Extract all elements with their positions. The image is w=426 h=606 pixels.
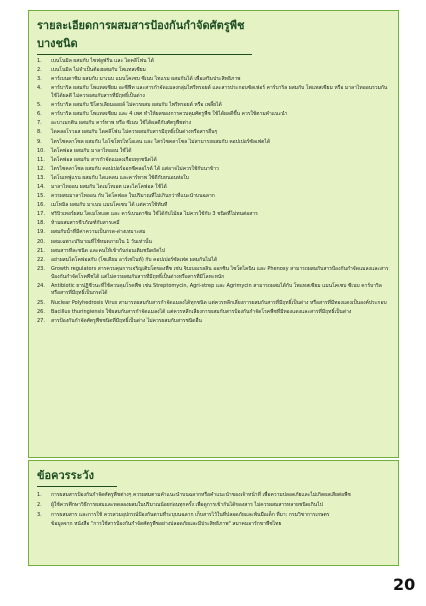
list-item-text: เมโทมิล ผสมกับ มาเนบ แมนโคเซบ ได้ แต่ควรใช้ทันที [51, 202, 168, 209]
mixing-list-item [37, 175, 390, 183]
list-item-text: อะบาเมกติน ผสมกับ คาร์ทาพ หรือ ซีเนบ ใช้ได้ผลดีกับศัตรูพืชต่าง [51, 120, 192, 127]
list-item-number: 7. [37, 120, 42, 127]
list-item-text: ไตรไซคลาโซล ผสมกับ คอปเปอร์ออกซีคลอไรด์ ได้ แต่อาจไม่ควรใช้กับนาข้าว [51, 165, 219, 172]
list-item-text: ผู้ใช้ควรศึกษาวิธีการผสมและทดลองผสมในปริมาณน้อยก่อนทุกครั้ง เพื่อดูการเข้ากันได้ของสาร ไม่ควรผสมสารหลายชนิดเกินไป [51, 501, 323, 508]
caution-list [37, 492, 390, 529]
list-item-text: Bacillus thuringiensis ใช้ผสมกับสารกำจัดแมลงได้ แต่ควรหลีกเลี่ยงการผสมกับสารป้องกันกำจัดโรคพืชที่มีทองแดงและสารที่มีฤทธิ์เป็นด่าง [51, 308, 352, 315]
mixing-list-item [37, 248, 390, 256]
mixing-list-item [37, 309, 390, 317]
list-item-text: สารป้องกันกำจัดศัตรูพืชชนิดที่มีฤทธิ์เป็นด่าง ไม่ควรผสมกับสารชนิดอื่น [51, 317, 202, 324]
list-item-number: 15. [37, 193, 45, 200]
list-item-text: ไดโนเทฟูแรน ผสมกับ ไดแคลน และคาร์ทาพ ใช้ดีกับหนอนห่อใบ [51, 174, 189, 181]
mixing-list [37, 58, 390, 325]
mixing-list-item [37, 266, 390, 282]
list-item-text: Antibiotic ยาปฏิชีวนะที่ใช้ควบคุมโรคพืช เช่น Streptomycin, Agri-strep และ Agrimycin สามารถผสมได้กับ โพแทสเซียม แมนโคเซบ ซีเนบ คาร์บาริล หรือสารที่มีฤทธิ์เป็นกรดได้ [51, 282, 382, 297]
mixing-list-item [37, 184, 390, 192]
mixing-list-item [37, 318, 390, 326]
list-item-text: คาร์เบนดาซิม ผสมกับ มาเนบ แมนโคเซบ ซีเนบ ไทแรม ผสมกันได้ เพื่อเสริมประสิทธิภาพ [51, 76, 241, 83]
list-item-text: คาร์บาริล ผสมกับ โพแทสเซียม อะซีฟีท และสารกำจัดแมลงกลุ่มไพรีทรอยด์ และสารประกอบซัลเฟอร์ คาร์บาริล ผสมกับ โพแทสเซียม หรือ มาลาไทออนรวมกันใช้ได้ผลดี ไม่ควรผสมกับสารที่มีฤทธิ์เป็นด่าง [51, 85, 388, 100]
mixing-section-title: รายละเอียดการผสมสารป้องกันกำจัดศัตรูพืชบางชนิด [37, 16, 252, 55]
list-item-text: ผสมสารทีละชนิด และคนให้เข้ากันก่อนเติมชนิดถัดไป [51, 247, 166, 254]
list-item-number: 2. [37, 501, 42, 508]
mixing-list-item [37, 300, 390, 308]
caution-list-item [37, 502, 390, 510]
list-item-text: ข้อมูลจาก หนังสือ "การใช้สารป้องกันกำจัดศัตรูพืชอย่างปลอดภัยและมีประสิทธิภาพ" สมาคมอารักขาพืชไทย [51, 521, 282, 528]
caution-list-item [37, 492, 390, 500]
mixing-list-item [37, 148, 390, 156]
list-item-text: การผสมสาร และการใช้ ควรสวมอุปกรณ์ป้องกันตามที่ระบุบนฉลาก เก็บสารไว้ในที่ปลอดภัยและพ้นมือเด็ก ที่มา: กรมวิชาการเกษตร [51, 511, 330, 518]
mixing-list-item [37, 257, 390, 265]
mixing-list-item [37, 157, 390, 165]
mixing-list-item [37, 67, 390, 75]
list-item-number: 20. [37, 238, 45, 245]
caution-list-item [37, 512, 390, 520]
list-item-number: 12. [37, 165, 45, 172]
mixing-list-item [37, 129, 390, 137]
list-item-number: 1. [37, 492, 42, 498]
list-item-number: 10. [37, 147, 45, 154]
caution-section-title: ข้อควรระวัง [37, 466, 117, 487]
list-item-number: 8. [37, 129, 42, 136]
list-item-number: 3. [37, 76, 42, 83]
list-item-text: เบนโนมิล ไม่จำเป็นต้องผสมกับ โพแทสเซียม [51, 67, 146, 74]
list-item-number: 6. [37, 111, 42, 118]
list-item-text: อย่าผสมไดโคฟอลกับ (โซเดียม อาร์เซไนท์) กับ คอปเปอร์ซัลเฟต ผสมกันไม่ได้ [51, 256, 218, 263]
list-item-number: 22. [37, 256, 45, 263]
list-item-text: ทริบิวเทอร์ผสม ไดเมโทเอต และ คาร์เบนดาซิม ใช้ได้กับไม้ผล ไม่ควรใช้กับ 3 ชนิดที่ไม่ทนต่อสาร [51, 211, 258, 218]
mixing-list-item [37, 139, 390, 147]
mixing-list-item [37, 166, 390, 174]
list-item-number: 2. [37, 67, 42, 74]
list-item-text: ไดโคฟอล ผสมกับ มาลาไทออน ใช้ได้ [51, 147, 132, 154]
list-item-text: เบนโนมิล ผสมกับ ไซฟลูฟรีน และ ไดคลีโฟน ได้ [51, 58, 154, 64]
mixing-list-item [37, 111, 390, 119]
mixing-list-item [37, 102, 390, 110]
list-item-number: 11. [37, 156, 45, 163]
list-item-number: 25. [37, 299, 45, 306]
mixing-list-item [37, 239, 390, 247]
mixing-list-item [37, 120, 390, 128]
list-item-number: 13. [37, 174, 45, 181]
list-item-number: 16. [37, 202, 45, 209]
mixing-list-item [37, 202, 390, 210]
list-item-number: 5. [37, 102, 42, 109]
list-item-text: ไตรไซคลาโซล ผสมกับ ไอโซโพรไทโอเลน และ ไตรไซคลาโซล ไม่สามารถผสมกับ คอปเปอร์ซัลเฟตได้ [51, 138, 271, 145]
list-item-number: 1. [37, 58, 42, 64]
mixing-list-item [37, 193, 390, 201]
list-item-text: Growth regulators สารควบคุมการเจริญเติบโตของพืช เช่น จิบเบอเรลลิน ออกซิน ไซโตไคนิน และ Phenoxy สามารถผสมกับสารป้องกันกำจัดแมลงและสารป้องกันกำจัดโรคพืชได้ แต่ไม่ควรผสมกับสารที่มีฤทธิ์เป็นด่างหรือสารที่มีโลหะหนัก [51, 265, 389, 280]
list-item-number: 24. [37, 282, 45, 289]
mixing-details-section [28, 10, 399, 458]
list-item-text: ควรผสมมาลาไทออน กับ ไดโคฟอล ในปริมาณที่ไม่เกินกว่าที่แนะนำบนฉลาก [51, 193, 215, 200]
list-item-text: ไดโคฟอล ผสมกับ สารกำจัดแมลงเกือบทุกชนิดได้ [51, 156, 157, 163]
caution-section [28, 460, 399, 566]
list-item-text: มาลาไทออน ผสมกับ ไดเมโทเอต และไดโคฟอล ใช้ได้ [51, 183, 167, 190]
list-item-text: Nuclear Polyhedrosis Virus สามารถผสมกับสารกำจัดแมลงได้ทุกชนิด แต่ควรหลีกเลี่ยงการผสมกับสารที่มีฤทธิ์เป็นด่าง หรือสารที่มีทองแดงเป็นองค์ประกอบ [51, 299, 387, 306]
caution-list-item [37, 521, 390, 529]
list-item-text: ผสมกับน้ำที่มีค่าความเป็นกรด-ด่างเหมาะสม [51, 229, 146, 236]
list-item-text: คาร์บาริล ผสมกับ โพแทสเซียม และ 4 เพศ ทำให้ผลของการควบคุมศัตรูพืช ใช้ได้ผลดีขึ้น ควรใช้ตามคำแนะนำ [51, 111, 288, 118]
list-item-number: 21. [37, 247, 45, 254]
list-item-number: 4. [37, 85, 42, 92]
list-item-number: 3. [37, 511, 42, 518]
list-item-text: ไดคลอโรวอส ผสมกับ ไดคลีโฟน ไม่ควรผสมกับสารมีฤทธิ์เป็นด่างหรือสารอื่นๆ [51, 129, 218, 136]
list-item-text: การผสมสารป้องกันกำจัดศัตรูพืชต่างๆ ควรผสมตามคำแนะนำบนฉลากหรือคำแนะนำของเจ้าหน้าที่ เพื่อความปลอดภัยและไม่เกิดผลเสียต่อพืช [51, 492, 351, 498]
list-item-number: 23. [37, 265, 45, 272]
mixing-list-item [37, 76, 390, 84]
mixing-list-item [37, 220, 390, 228]
list-item-number: 17. [37, 211, 45, 218]
list-item-number: 27. [37, 317, 45, 324]
mixing-list-item [37, 58, 390, 66]
mixing-list-item [37, 229, 390, 237]
list-item-number: 9. [37, 138, 42, 145]
list-item-text: ห้ามผสมสารชีวภัณฑ์กับสารเคมี [51, 220, 120, 227]
list-item-text: ผสมเฉพาะปริมาณที่ใช้หมดภายใน 1 วันเท่านั้น [51, 238, 152, 245]
list-item-number: 19. [37, 229, 45, 236]
page-number: 20 [393, 575, 416, 594]
mixing-list-item [37, 85, 390, 101]
list-item-number: 26. [37, 308, 45, 315]
list-item-text: คาร์บาริล ผสมกับ ปิโตรเลียมออยล์ ไม่ควรผสม ผสมกับ ไพรีทรอยด์ หรือ เพลี้ยได้ [51, 102, 222, 109]
list-item-number: 14. [37, 183, 45, 190]
mixing-list-item [37, 283, 390, 299]
mixing-list-item [37, 211, 390, 219]
list-item-number: 18. [37, 220, 45, 227]
